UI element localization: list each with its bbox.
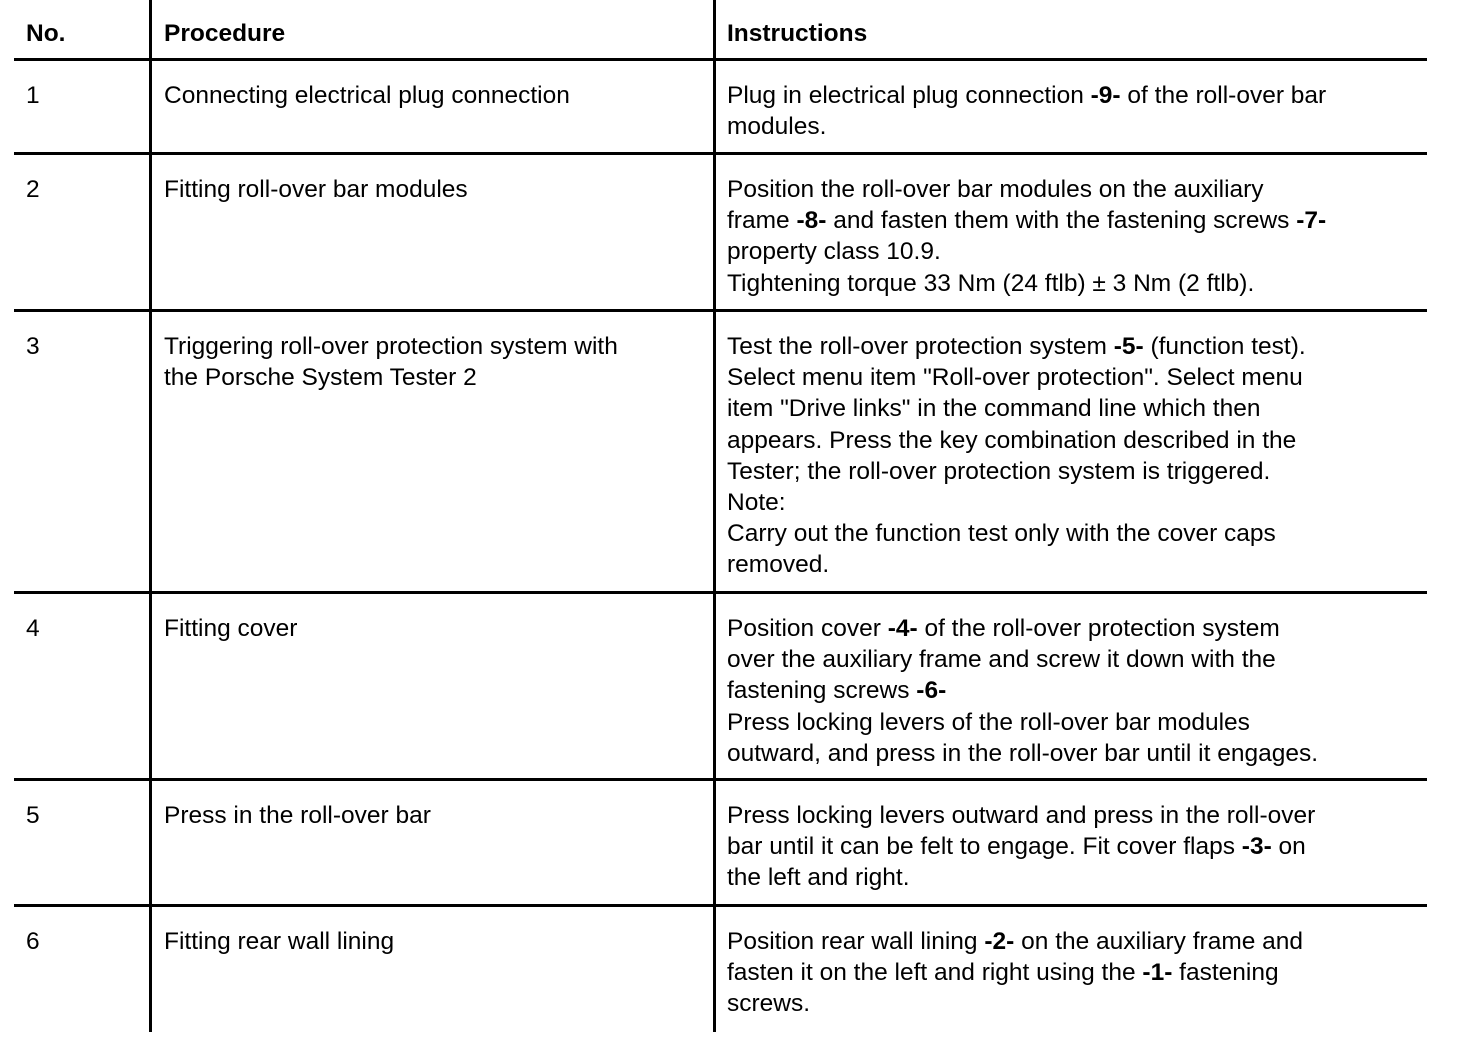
instruction-line: Tester; the roll-over protection system is triggered. (727, 457, 1271, 485)
part-reference: -7- (1296, 207, 1327, 235)
instruction-line: Carry out the function test only with the cover caps (727, 520, 1276, 548)
instruction-line: property class 10.9. (727, 238, 941, 266)
row-divider (14, 58, 1427, 61)
instruction-line: fasten it on the left and right using the -1- fastening (727, 959, 1279, 987)
instructions-text (727, 613, 1427, 769)
instruction-line: Position rear wall lining -2- on the auxiliary frame and (727, 928, 1304, 955)
part-reference: -5- (1113, 333, 1144, 360)
procedure-line: Fitting rear wall lining (164, 928, 395, 955)
row-divider (14, 591, 1427, 594)
instruction-line: Test the roll-over protection system -5- (function test). (727, 333, 1306, 360)
procedure-text (164, 926, 704, 957)
instruction-line: Plug in electrical plug connection -9- of the roll-over bar (727, 82, 1327, 109)
instruction-line: removed. (727, 551, 830, 579)
instructions-text (727, 174, 1427, 299)
instruction-line: over the auxiliary frame and screw it down with the (727, 646, 1276, 674)
procedure-line: the Porsche System Tester 2 (164, 364, 477, 392)
row-number: 1 (26, 82, 40, 109)
instruction-line: fastening screws -6- (727, 677, 947, 705)
procedure-text (164, 331, 704, 393)
procedure-line: Triggering roll-over protection system with (164, 333, 618, 360)
part-reference: -1- (1142, 959, 1173, 987)
row-divider (14, 778, 1427, 781)
instruction-line: Press locking levers of the roll-over bar modules (727, 708, 1250, 736)
row-number: 3 (26, 333, 40, 360)
instruction-line: bar until it can be felt to engage. Fit cover flaps -3- on (727, 833, 1306, 861)
row-divider (14, 152, 1427, 155)
header-instructions: Instructions (727, 20, 868, 47)
instruction-line: Press locking levers outward and press in the roll-over (727, 802, 1316, 829)
instruction-line: Tightening torque 33 Nm (24 ftlb) ± 3 Nm (2 ftlb). (727, 269, 1255, 297)
header-no: No. (26, 20, 66, 47)
row-divider (14, 309, 1427, 312)
instruction-line: the left and right. (727, 864, 910, 892)
part-reference: -3- (1241, 833, 1272, 861)
instruction-line: modules. (727, 113, 827, 141)
instruction-line: outward, and press in the roll-over bar until it engages. (727, 739, 1319, 767)
row-number: 4 (26, 615, 40, 642)
procedure-text (164, 613, 704, 644)
procedure-text (164, 800, 704, 831)
row-divider (14, 904, 1427, 907)
part-reference: -2- (984, 928, 1015, 955)
instruction-line: item "Drive links" in the command line which then (727, 395, 1261, 423)
part-reference: -4- (887, 615, 918, 642)
instructions-text (727, 800, 1427, 894)
instructions-text (727, 926, 1427, 1020)
procedure-text (164, 80, 704, 111)
instruction-line: appears. Press the key combination described in the (727, 426, 1297, 454)
part-reference: -8- (796, 207, 827, 235)
instruction-line: Select menu item "Roll-over protection". Select menu (727, 364, 1303, 392)
instructions-text (727, 80, 1427, 142)
part-reference: -9- (1090, 82, 1121, 109)
row-number: 6 (26, 928, 40, 955)
part-reference: -6- (916, 677, 947, 705)
procedure-line: Fitting roll-over bar modules (164, 176, 468, 203)
procedure-line: Fitting cover (164, 615, 298, 642)
instructions-text (727, 331, 1427, 581)
instruction-line: Position cover -4- of the roll-over protection system (727, 615, 1280, 642)
instruction-line: Position the roll-over bar modules on the auxiliary (727, 176, 1264, 203)
row-number: 5 (26, 802, 40, 829)
header-procedure: Procedure (164, 20, 286, 47)
instruction-line: screws. (727, 990, 811, 1018)
procedure-line: Connecting electrical plug connection (164, 82, 570, 109)
procedure-line: Press in the roll-over bar (164, 802, 431, 829)
instruction-line: frame -8- and fasten them with the fastening screws -7- (727, 207, 1327, 235)
row-number: 2 (26, 176, 40, 203)
procedure-text (164, 174, 704, 205)
instruction-line: Note: (727, 489, 786, 517)
